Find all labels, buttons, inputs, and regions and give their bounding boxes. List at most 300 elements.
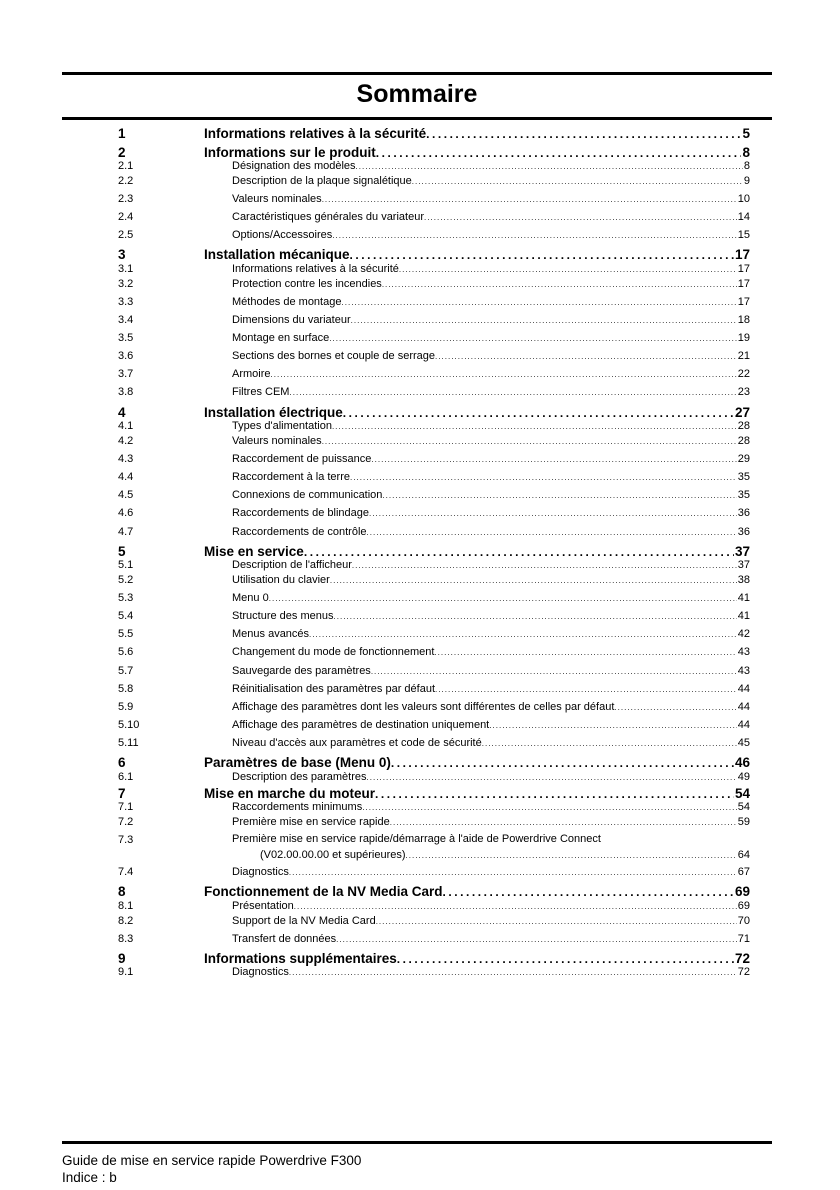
chapter-leader <box>204 247 750 264</box>
chapter-title: Installation électrique <box>204 404 343 420</box>
footer-document-title: Guide de mise en service rapide Powerdrive F300 <box>62 1153 362 1168</box>
title-rule <box>62 117 772 120</box>
dot-leader <box>330 572 737 590</box>
entry-number: 3.2 <box>118 277 134 290</box>
entry-number: 5.8 <box>118 682 134 695</box>
chapter-leader <box>204 126 750 143</box>
entry-number: 4.6 <box>118 507 134 520</box>
entry-number: 5.2 <box>118 574 134 587</box>
dot-leader <box>426 127 741 143</box>
entry-leader <box>204 293 750 312</box>
entry-number: 7.3 <box>118 834 134 847</box>
toc-entry-row[interactable] <box>118 420 750 432</box>
entry-leader <box>204 329 750 348</box>
entry-number: 8.1 <box>118 899 134 912</box>
entry-number: 6.1 <box>118 770 134 783</box>
entry-number: 3.3 <box>118 295 134 308</box>
chapter-leader <box>204 786 750 803</box>
entry-page-number: 72 <box>737 966 750 979</box>
dot-leader <box>289 384 736 402</box>
dot-leader <box>424 209 737 227</box>
dot-leader <box>322 433 737 451</box>
toc-chapter-row[interactable] <box>118 126 750 142</box>
chapter-title: Informations supplémentaires <box>204 950 397 966</box>
dot-leader <box>443 885 734 901</box>
entry-title: Utilisation du clavier <box>232 574 330 587</box>
toc-entry-row[interactable] <box>118 293 750 311</box>
toc-entry-row[interactable] <box>118 912 750 930</box>
toc-entry-row[interactable] <box>118 680 750 698</box>
chapter-page-number: 5 <box>742 126 750 141</box>
toc-entry-row[interactable] <box>118 172 750 190</box>
entry-title: Informations relatives à la sécurité <box>232 262 399 275</box>
entry-title: Sauvegarde des paramètres <box>232 664 371 677</box>
chapter-title: Mise en service <box>204 543 304 559</box>
toc-entry-row[interactable] <box>118 813 750 831</box>
entry-title: Menu 0 <box>232 592 269 605</box>
toc-entry-row[interactable] <box>118 966 750 978</box>
entry-page-number: 14 <box>737 211 750 224</box>
entry-leader <box>204 172 750 191</box>
dot-leader <box>367 524 737 542</box>
toc-section <box>118 126 750 142</box>
entry-leader <box>204 523 750 542</box>
entry-page-number: 41 <box>737 610 750 623</box>
entry-title: Affichage des paramètres de destination uniquement <box>232 718 490 731</box>
entry-leader <box>204 486 750 505</box>
dot-leader <box>375 787 734 803</box>
entry-title: Valeurs nominales <box>232 193 322 206</box>
entry-leader <box>204 680 750 699</box>
toc-section <box>118 884 750 948</box>
entry-number: 4.4 <box>118 471 134 484</box>
dot-leader <box>397 952 734 968</box>
dot-leader <box>382 487 736 505</box>
chapter-page-number: 8 <box>742 144 750 160</box>
dot-leader <box>482 735 737 753</box>
entry-leader <box>204 607 750 626</box>
chapter-number: 3 <box>118 247 126 263</box>
entry-page-number: 23 <box>737 386 750 399</box>
toc-section <box>118 951 750 979</box>
entry-title: Désignation des modèles <box>232 160 356 172</box>
dot-leader <box>406 848 737 864</box>
entry-number: 5.1 <box>118 559 134 572</box>
dot-leader <box>309 626 737 644</box>
entry-leader <box>204 966 750 979</box>
entry-leader <box>204 734 750 753</box>
entry-title: Changement du mode de fonctionnement <box>232 646 435 659</box>
dot-leader <box>435 348 737 366</box>
entry-page-number: 54 <box>737 801 750 814</box>
entry-number: 5.10 <box>118 718 140 731</box>
toc-entry-row[interactable] <box>118 347 750 365</box>
entry-page-number: 18 <box>737 314 750 327</box>
toc-entry-row[interactable] <box>118 504 750 522</box>
toc-chapter-row[interactable] <box>118 786 750 802</box>
entry-title: Raccordements minimums <box>232 801 363 814</box>
entry-leader <box>204 930 750 949</box>
entry-page-number: 71 <box>737 932 750 945</box>
entry-leader <box>204 643 750 662</box>
entry-number: 5.7 <box>118 664 134 677</box>
toc-entry-row[interactable] <box>118 450 750 468</box>
entry-page-number: 29 <box>737 453 750 466</box>
dot-leader <box>329 330 737 348</box>
entry-leader <box>204 571 750 590</box>
toc-entry-row[interactable] <box>118 486 750 504</box>
toc-entry-row[interactable] <box>118 589 750 607</box>
toc-section <box>118 786 750 882</box>
toc-entry-row[interactable] <box>118 559 750 571</box>
dot-leader <box>391 756 734 772</box>
entry-leader <box>204 504 750 523</box>
toc-entry-row[interactable] <box>118 523 750 541</box>
chapter-page-number: 46 <box>734 755 750 771</box>
entry-title: Caractéristiques générales du variateur <box>232 211 424 224</box>
chapter-page-number: 54 <box>734 785 750 801</box>
toc-entry-row[interactable] <box>118 190 750 208</box>
entry-page-number: 44 <box>737 700 750 713</box>
entry-page-number: 17 <box>737 295 750 308</box>
entry-page-number: 36 <box>737 525 750 538</box>
entry-page-number: 49 <box>737 770 750 783</box>
dot-leader <box>390 814 737 832</box>
chapter-title: Installation mécanique <box>204 247 350 263</box>
toc-entry-row[interactable] <box>118 900 750 912</box>
entry-number: 5.4 <box>118 610 134 623</box>
dot-leader <box>269 590 737 608</box>
entry-number: 4.2 <box>118 435 134 448</box>
chapter-number: 4 <box>118 404 126 420</box>
toc-chapter-row[interactable] <box>118 884 750 900</box>
entry-page-number: 28 <box>737 420 750 433</box>
entry-number: 7.4 <box>118 866 134 879</box>
entry-page-number: 8 <box>743 160 750 172</box>
entry-page-number: 45 <box>737 736 750 749</box>
dot-leader <box>376 146 742 162</box>
entry-page-number: 15 <box>737 229 750 242</box>
toc-entry-row[interactable] <box>118 831 750 863</box>
chapter-page-number: 69 <box>734 884 750 900</box>
toc-entry-row[interactable] <box>118 383 750 401</box>
entry-page-number: 67 <box>737 866 750 879</box>
dot-leader <box>369 505 737 523</box>
dot-leader <box>350 469 737 487</box>
chapter-number: 1 <box>118 126 126 141</box>
entry-number: 4.7 <box>118 525 134 538</box>
toc-section <box>118 247 750 401</box>
entry-number: 5.5 <box>118 628 134 641</box>
entry-title: Première mise en service rapide/démarrage à l'aide de Powerdrive Connect <box>232 833 601 846</box>
entry-page-number: 36 <box>737 507 750 520</box>
entry-page-number: 19 <box>737 332 750 345</box>
entry-number: 4.1 <box>118 420 134 433</box>
entry-leader <box>204 383 750 402</box>
entry-page-number: 43 <box>737 646 750 659</box>
toc-entry-row[interactable] <box>118 801 750 813</box>
dot-leader <box>322 191 737 209</box>
entry-number: 7.2 <box>118 816 134 829</box>
entry-leader <box>204 771 750 784</box>
dot-leader <box>376 913 737 931</box>
entry-page-number: 35 <box>737 471 750 484</box>
toc-section <box>118 145 750 245</box>
toc-entry-row[interactable] <box>118 263 750 275</box>
toc-entry-row[interactable] <box>118 226 750 244</box>
entry-number: 7.1 <box>118 801 134 814</box>
entry-number: 9.1 <box>118 966 134 979</box>
entry-page-number: 42 <box>737 628 750 641</box>
entry-leader <box>204 190 750 209</box>
chapter-page-number: 27 <box>734 404 750 420</box>
toc-entry-row[interactable] <box>118 275 750 293</box>
chapter-leader <box>204 544 750 561</box>
entry-title: Transfert de données <box>232 932 337 945</box>
toc-entry-row[interactable] <box>118 365 750 383</box>
chapter-title: Fonctionnement de la NV Media Card <box>204 884 443 900</box>
entry-leader <box>204 698 750 717</box>
toc-entry-row[interactable] <box>118 930 750 948</box>
chapter-leader <box>204 755 750 772</box>
entry-number: 3.8 <box>118 386 134 399</box>
entry-number: 2.2 <box>118 175 134 187</box>
entry-leader <box>204 716 750 735</box>
footer-rule <box>62 1141 772 1144</box>
chapter-leader <box>204 884 750 901</box>
toc-entry-row[interactable] <box>118 311 750 329</box>
entry-leader <box>204 468 750 487</box>
entry-title: Dimensions du variateur <box>232 314 351 327</box>
page-title: Sommaire <box>356 80 478 108</box>
toc-entry-row[interactable] <box>118 771 750 783</box>
entry-number: 8.3 <box>118 932 134 945</box>
entry-title: Support de la NV Media Card <box>232 914 376 927</box>
entry-number: 2.3 <box>118 193 134 206</box>
chapter-page-number: 37 <box>734 543 750 559</box>
entry-page-number: 22 <box>737 368 750 381</box>
entry-page-number: 17 <box>737 262 750 275</box>
entry-page-number: 70 <box>737 914 750 927</box>
entry-leader <box>204 589 750 608</box>
entry-title: Présentation <box>232 899 294 912</box>
entry-title-continued-line <box>232 847 750 863</box>
chapter-number: 6 <box>118 755 126 771</box>
dot-leader <box>351 312 737 330</box>
dot-leader <box>271 366 737 384</box>
footer <box>62 1152 361 1186</box>
dot-leader <box>343 406 734 422</box>
chapter-leader <box>204 145 750 162</box>
toc-entry-row[interactable] <box>118 208 750 226</box>
toc-entry-row[interactable] <box>118 716 750 734</box>
entry-title: Raccordement de puissance <box>232 453 372 466</box>
entry-page-number: 41 <box>737 592 750 605</box>
entry-title: Description des paramètres <box>232 770 367 783</box>
chapter-number: 9 <box>118 950 126 966</box>
entry-page-number: 38 <box>737 574 750 587</box>
entry-leader <box>204 863 750 882</box>
entry-title: Connexions de communication <box>232 489 383 502</box>
entry-leader <box>204 208 750 227</box>
chapter-title: Mise en marche du moteur <box>204 785 376 801</box>
dot-leader <box>336 931 737 949</box>
entry-page-number: 35 <box>737 489 750 502</box>
dot-leader <box>334 608 737 626</box>
entry-page-number: 69 <box>737 899 750 912</box>
toc-entry-row[interactable] <box>118 863 750 881</box>
entry-number: 5.3 <box>118 592 134 605</box>
toc-chapter-row[interactable] <box>118 755 750 771</box>
toc-entry-row[interactable] <box>118 329 750 347</box>
entry-leader <box>204 226 750 245</box>
entry-title: Montage en surface <box>232 332 330 345</box>
entry-title: Valeurs nominales <box>232 435 322 448</box>
toc-entry-row[interactable] <box>118 607 750 625</box>
chapter-number: 2 <box>118 144 126 160</box>
entry-title: Sections des bornes et couple de serrage <box>232 350 436 363</box>
chapter-title: Informations relatives à la sécurité <box>204 126 427 141</box>
entry-leader <box>204 347 750 366</box>
entry-leader <box>204 432 750 451</box>
entry-title: Types d'alimentation <box>232 420 332 433</box>
chapter-leader <box>204 951 750 968</box>
toc-chapter-row[interactable] <box>118 145 750 161</box>
chapter-title: Paramètres de base (Menu 0) <box>204 755 391 771</box>
entry-title: Filtres CEM <box>232 386 290 399</box>
chapter-number: 7 <box>118 785 126 801</box>
entry-number: 2.5 <box>118 229 134 242</box>
chapter-leader <box>204 405 750 422</box>
entry-page-number: 43 <box>737 664 750 677</box>
entry-leader <box>204 662 750 681</box>
toc-entry-row[interactable] <box>118 468 750 486</box>
toc-entry-row[interactable] <box>118 432 750 450</box>
entry-page-number: 37 <box>737 559 750 572</box>
chapter-page-number: 72 <box>734 950 750 966</box>
entry-title: Diagnostics <box>232 966 289 979</box>
entry-title: Structure des menus <box>232 610 334 623</box>
entry-number: 5.11 <box>118 736 139 749</box>
toc-entry-row[interactable] <box>118 625 750 643</box>
entry-number: 2.1 <box>118 160 134 172</box>
chapter-title: Informations sur le produit <box>204 144 376 160</box>
dot-leader <box>350 248 734 264</box>
entry-title: Options/Accessoires <box>232 229 333 242</box>
entry-page-number: 9 <box>743 175 750 187</box>
entry-leader <box>204 813 750 832</box>
dot-leader <box>382 276 737 294</box>
entry-number: 5.6 <box>118 646 134 659</box>
toc-section <box>118 405 750 541</box>
entry-leader <box>204 450 750 469</box>
toc-entry-row[interactable] <box>118 160 750 172</box>
entry-title: Diagnostics <box>232 866 289 879</box>
entry-number: 5.9 <box>118 700 134 713</box>
entry-title: Méthodes de montage <box>232 295 342 308</box>
entry-page-number: 44 <box>737 682 750 695</box>
entry-number: 4.5 <box>118 489 134 502</box>
toc-chapter-row[interactable] <box>118 951 750 967</box>
entry-page-number: 44 <box>737 718 750 731</box>
chapter-number: 5 <box>118 543 126 559</box>
dot-leader <box>614 699 736 717</box>
entry-title: Raccordements de blindage <box>232 507 369 520</box>
toc-chapter-row[interactable] <box>118 247 750 263</box>
toc-section <box>118 544 750 752</box>
toc-entry-row[interactable] <box>118 734 750 752</box>
entry-leader <box>204 311 750 330</box>
dot-leader <box>371 663 737 681</box>
toc-chapter-row[interactable] <box>118 544 750 560</box>
dot-leader <box>289 967 737 979</box>
toc-entry-row[interactable] <box>118 698 750 716</box>
entry-number: 3.7 <box>118 368 134 381</box>
top-rule <box>62 72 772 75</box>
entry-number: 3.6 <box>118 350 134 363</box>
entry-title: Raccordement à la terre <box>232 471 350 484</box>
dot-leader <box>367 772 737 784</box>
dot-leader <box>371 451 736 469</box>
entry-title: Armoire <box>232 368 271 381</box>
entry-number: 4.3 <box>118 453 134 466</box>
entry-number: 3.5 <box>118 332 134 345</box>
entry-text-block <box>232 831 750 863</box>
dot-leader <box>304 545 734 561</box>
dot-leader <box>289 864 737 882</box>
entry-number: 8.2 <box>118 914 134 927</box>
toc-chapter-row[interactable] <box>118 405 750 421</box>
dot-leader <box>435 681 737 699</box>
entry-number: 3.1 <box>118 262 134 275</box>
dot-leader <box>332 227 736 245</box>
entry-title: Description de la plaque signalétique <box>232 175 412 187</box>
entry-page-number: 28 <box>737 435 750 448</box>
dot-leader <box>434 644 736 662</box>
toc-entry-row[interactable] <box>118 662 750 680</box>
entry-page-number: 17 <box>737 277 750 290</box>
entry-title: Raccordements de contrôle <box>232 525 367 538</box>
chapter-number: 8 <box>118 884 126 900</box>
entry-page-number: 59 <box>737 816 750 829</box>
entry-number: 2.4 <box>118 211 134 224</box>
entry-title: Niveau d'accès aux paramètres et code de sécurité <box>232 736 482 749</box>
dot-leader <box>412 173 743 191</box>
dot-leader <box>489 717 737 735</box>
entry-title: Protection contre les incendies <box>232 277 382 290</box>
entry-page-number: 64 <box>737 849 750 862</box>
entry-leader <box>204 625 750 644</box>
toc-entry-row[interactable] <box>118 643 750 661</box>
entry-leader <box>204 365 750 384</box>
entry-number: 3.4 <box>118 314 134 327</box>
table-of-contents <box>118 126 750 981</box>
entry-title: Première mise en service rapide <box>232 816 390 829</box>
dot-leader <box>341 294 736 312</box>
entry-leader <box>204 912 750 931</box>
toc-section <box>118 755 750 783</box>
entry-page-number: 10 <box>737 193 750 206</box>
entry-title: Menus avancés <box>232 628 310 641</box>
entry-title: Description de l'afficheur <box>232 559 352 572</box>
entry-leader <box>204 275 750 294</box>
entry-title: Affichage des paramètres dont les valeurs sont différentes de celles par défaut <box>232 700 615 713</box>
chapter-page-number: 17 <box>734 247 750 263</box>
toc-entry-row[interactable] <box>118 571 750 589</box>
entry-title: Réinitialisation des paramètres par défaut <box>232 682 436 695</box>
entry-title-continued: (V02.00.00.00 et supérieures) <box>260 849 406 862</box>
footer-revision: Indice : b <box>62 1170 117 1185</box>
